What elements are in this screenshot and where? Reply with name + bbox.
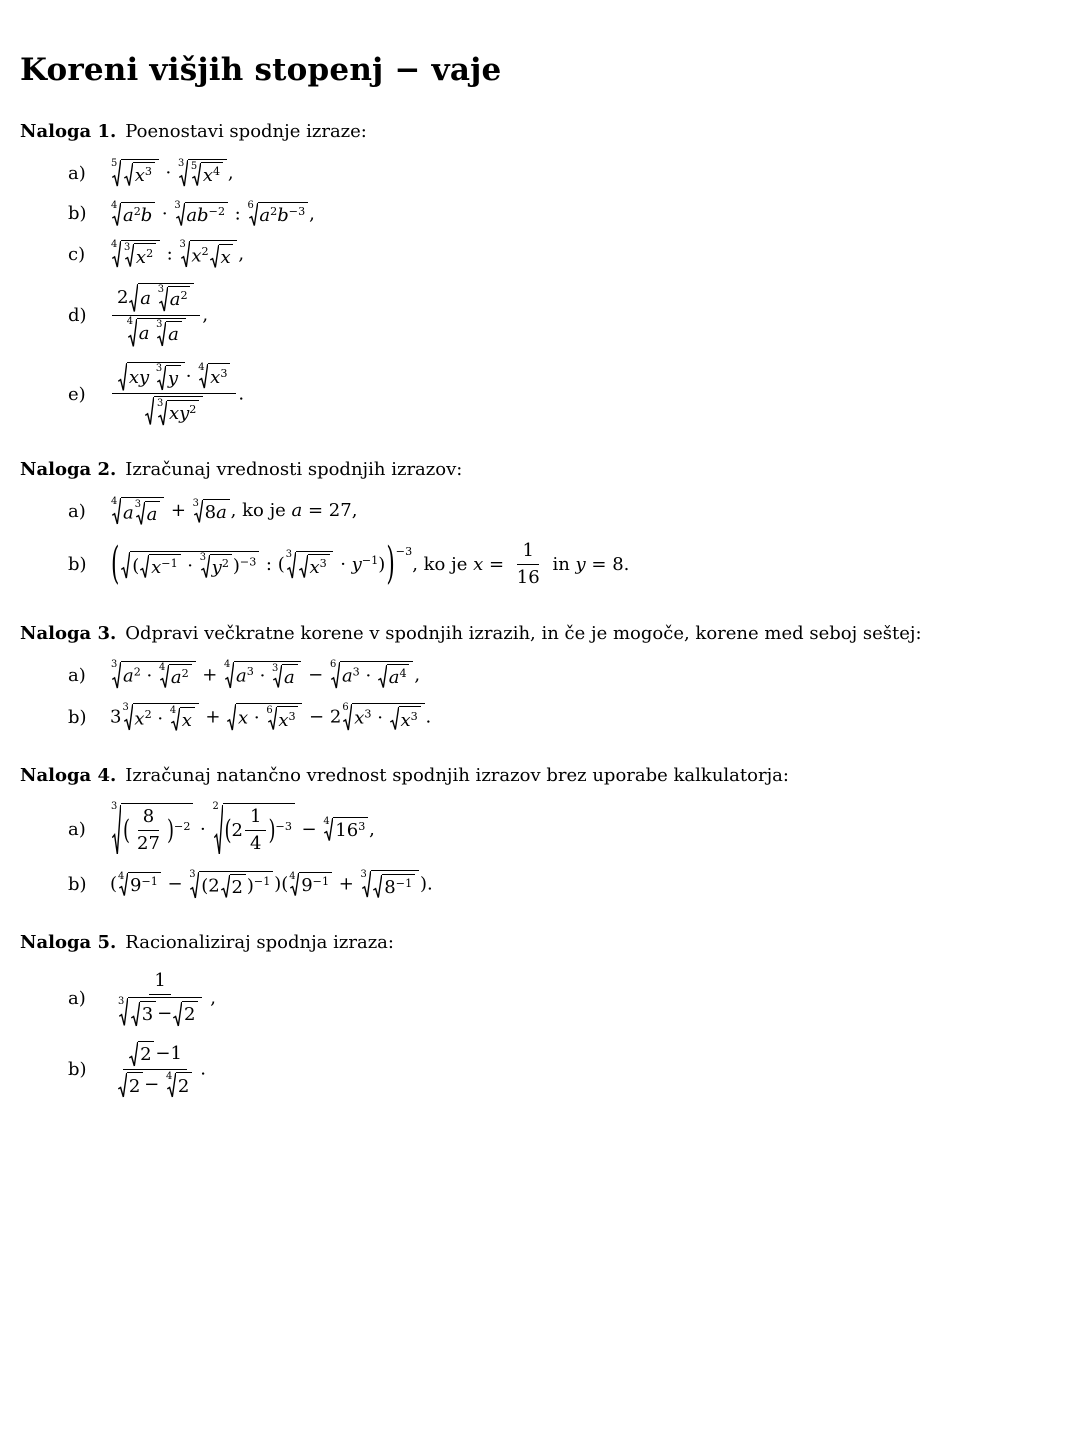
problem-2-label: Naloga 2.: [20, 459, 117, 481]
problem-2-items: [20, 497, 1060, 589]
problem-5-prompt: Racionaliziraj spodnja izraza:: [125, 931, 394, 953]
problem-1-label: Naloga 1.: [20, 121, 117, 142]
exercise-item-3a: [68, 661, 1060, 690]
problem-4: [20, 762, 1060, 899]
exercise-item-2a: [68, 497, 1060, 525]
math-formula: 5 $x^3$ · 3 5 $x^4$ ,: [111, 157, 234, 187]
item-marker: e): [68, 383, 86, 405]
problem-3-label: Naloga 3.: [20, 622, 117, 644]
exercise-item-1c: [68, 240, 1060, 269]
math-formula: 3 ( $\frac{8}{27}$ )$^{-2}$ · 2 (2 $\frac{1}{4}$ )$^{-3}$ − 4 $16^3$ ,: [110, 803, 375, 857]
exercise-item-3b: [68, 703, 1060, 732]
problem-3: [20, 620, 1060, 732]
problem-3-head: [20, 620, 1060, 647]
problem-5: [20, 929, 1060, 1099]
problem-5-head: [20, 929, 1060, 956]
exercise-item-4b: [68, 870, 1060, 899]
item-marker: b): [68, 203, 87, 225]
problem-1-prompt: Poenostavi spodnje izraze:: [125, 121, 367, 142]
problem-4-head: [20, 762, 1060, 789]
item-marker: a): [68, 819, 86, 841]
exercise-item-1a: [68, 159, 1060, 188]
item-marker: b): [68, 874, 87, 896]
problem-2-prompt: Izračunaj vrednosti spodnjih izrazov:: [125, 459, 463, 481]
item-marker: a): [68, 988, 86, 1010]
math-formula: 4 3 $x^2$ : 3 $x^2$ x ,: [111, 238, 245, 268]
problem-2: [20, 456, 1060, 589]
exercise-item-4a: [68, 803, 1060, 857]
item-marker: b): [68, 1059, 87, 1081]
problem-5-items: [20, 970, 1060, 1099]
exercise-item-5b: [68, 1041, 1060, 1098]
math-formula: 4 a 3 a + 3 8a , ko je a = 27,: [111, 495, 358, 525]
math-formula: 3 3 $x^2$ · 4 x + x · 6 $x^3$ − 2 6 $x^3$ · $x^3$ .: [110, 701, 432, 731]
math-formula: ( 4 $9^{-1}$ − 3 (2 2 )$^{-1}$ )( 4 $9^{-1}$ + 3 $8^{-1}$ ).: [110, 868, 433, 898]
item-marker: b): [68, 707, 87, 729]
math-formula: xy 3 y · 4 $x^3$ 3 $xy^2$ .: [110, 362, 244, 427]
problem-4-items: [20, 803, 1060, 899]
problem-1: [20, 118, 1060, 426]
exercise-item-5a: [68, 970, 1060, 1027]
math-formula: 2 −1 2 − 4 2 .: [110, 1041, 206, 1098]
problem-5-label: Naloga 5.: [20, 931, 117, 953]
problem-1-items: [20, 159, 1060, 426]
item-marker: b): [68, 554, 87, 576]
math-formula: ( ( $x^{-1}$ · 3 $y^2$ )$^{-3}$ : ( 3 $x^3$ · $y^{-1}))^{-3}$, ko je x = $\frac{1}{16}$ in y = 8.: [111, 539, 630, 591]
item-marker: c): [68, 244, 86, 266]
math-formula: 2 a 3 $a^2$ 4 a 3 a ,: [110, 283, 208, 348]
problem-3-items: [20, 661, 1060, 732]
item-marker: a): [68, 501, 86, 523]
problem-2-head: [20, 456, 1060, 483]
math-formula: 1 3 3 − 2 ,: [110, 970, 216, 1027]
item-marker: d): [68, 304, 87, 326]
exercise-item-1b: [68, 202, 1060, 227]
exercise-item-1d: [68, 283, 1060, 348]
problem-3-prompt: Odpravi večkratne korene v spodnjih izrazih, in če je mogoče, korene med seboj seštej:: [125, 622, 922, 644]
problem-1-head: [20, 118, 1060, 145]
exercise-item-1e: [68, 362, 1060, 427]
exercise-item-2b: [68, 540, 1060, 590]
item-marker: a): [68, 664, 86, 686]
item-marker: a): [68, 162, 86, 184]
document-title: Koreni višjih stopenj − vaje: [20, 52, 502, 88]
math-formula: 3 $a^2$ · 4 $a^2$ + 4 $a^3$ · 3 a − 6 $a^3$ · $a^4$ ,: [111, 659, 421, 689]
problem-4-prompt: Izračunaj natančno vrednost spodnjih izrazov brez uporabe kalkulatorja:: [125, 764, 789, 786]
problem-4-label: Naloga 4.: [20, 764, 117, 786]
math-formula: 4 $a^2b$ · 3 $ab^{-2}$ : 6 $a^2b^{-3}$ ,: [111, 200, 315, 226]
